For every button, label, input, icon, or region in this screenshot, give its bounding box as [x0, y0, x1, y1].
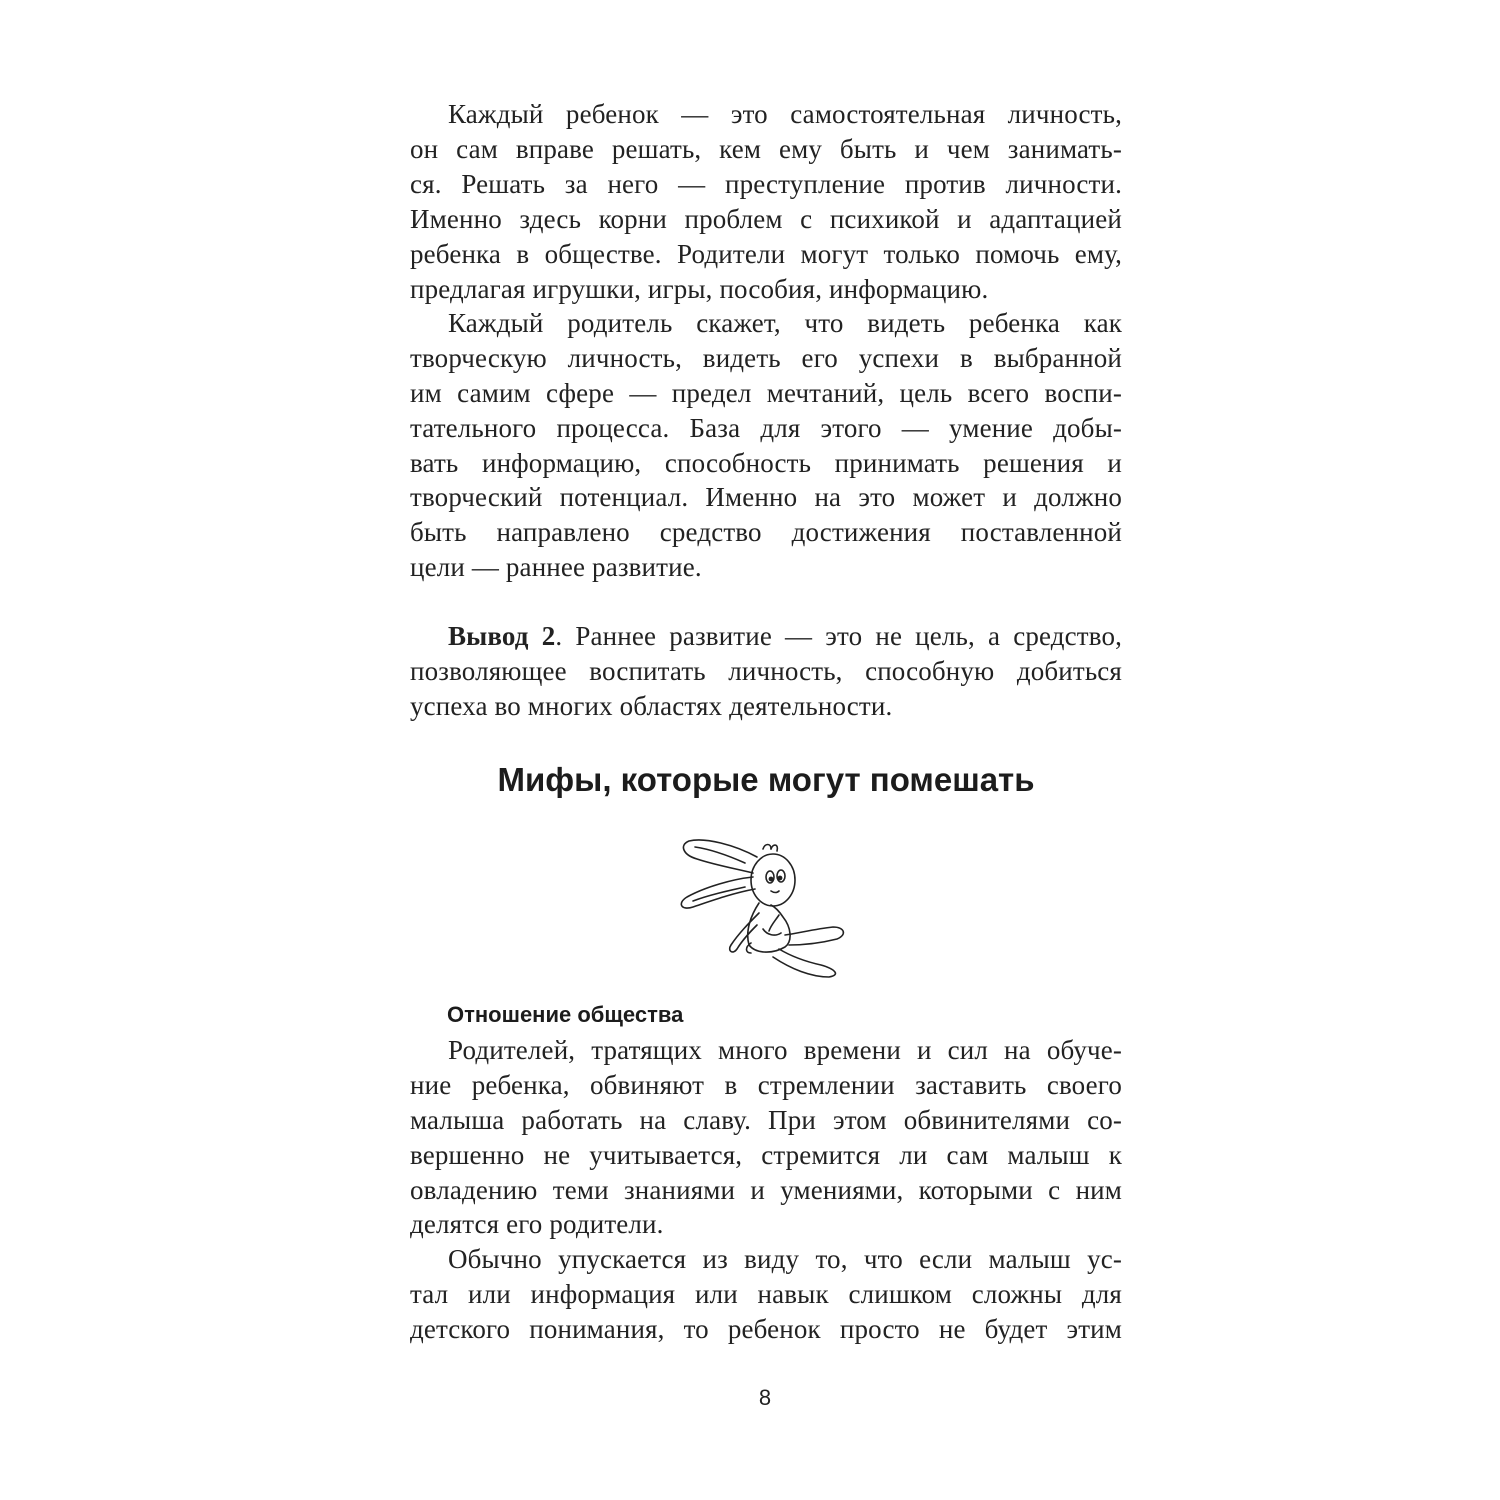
text-line: Каждый родитель скажет, что видеть ребенка как [448, 308, 1122, 338]
text-line: тательного процесса. База для этого — умение добы- [410, 413, 1122, 443]
text-line: овладению теми знаниями и умениями, которыми с ним [410, 1175, 1122, 1205]
section-heading: Мифы, которые могут помешать [497, 761, 1035, 798]
text-line: детского понимания, то ребенок просто не будет этим [410, 1314, 1122, 1344]
text-line: ся. Решать за него — преступление против личности. [410, 169, 1122, 199]
bunny-illustration [675, 835, 855, 980]
text-line: Обычно упускается из виду то, что если малыш ус- [448, 1244, 1122, 1274]
text-line: быть направлено средство достижения поставленной [410, 517, 1122, 547]
text-line: Именно здесь корни проблем с психикой и адаптацией [410, 204, 1122, 234]
text-line: позволяющее воспитать личность, способную добиться [410, 656, 1122, 686]
text-line: ребенка в обществе. Родители могут только помочь ему, [410, 239, 1122, 269]
page-number: 8 [758, 1385, 772, 1410]
text-line: делятся его родители. [410, 1209, 664, 1239]
conclusion-label: Вывод 2 [448, 621, 556, 651]
text-line: Каждый ребенок — это самостоятельная личность, [448, 99, 1122, 129]
text-line: тал или информация или навык слишком сложны для [410, 1279, 1122, 1309]
text-line: успеха во многих областях деятельности. [410, 691, 893, 721]
text-line: творческий потенциал. Именно на это может и должно [410, 482, 1122, 512]
text-line: вершенно не учитывается, стремится ли сам малыш к [410, 1140, 1122, 1170]
text-line: малыша работать на славу. При этом обвинителями со- [410, 1105, 1122, 1135]
text-line: вать информацию, способность принимать решения и [410, 448, 1122, 478]
conclusion-first-line [448, 619, 1122, 653]
text-line: им самим сфере — предел мечтаний, цель всего воспи- [410, 378, 1122, 408]
text-line: цели — раннее развитие. [410, 552, 702, 582]
text-line: творческую личность, видеть его успехи в выбранной [410, 343, 1122, 373]
subsection-heading: Отношение общества [447, 1002, 684, 1027]
text-line: предлагая игрушки, игры, пособия, информацию. [410, 274, 989, 304]
text-line: Родителей, тратящих много времени и сил на обуче- [448, 1035, 1122, 1065]
text-line: ние ребенка, обвиняют в стремлении заставить своего [410, 1070, 1122, 1100]
conclusion-text: . Раннее развитие — это не цель, а средство, [555, 621, 1122, 651]
text-line: он сам вправе решать, кем ему быть и чем занимать- [410, 134, 1122, 164]
